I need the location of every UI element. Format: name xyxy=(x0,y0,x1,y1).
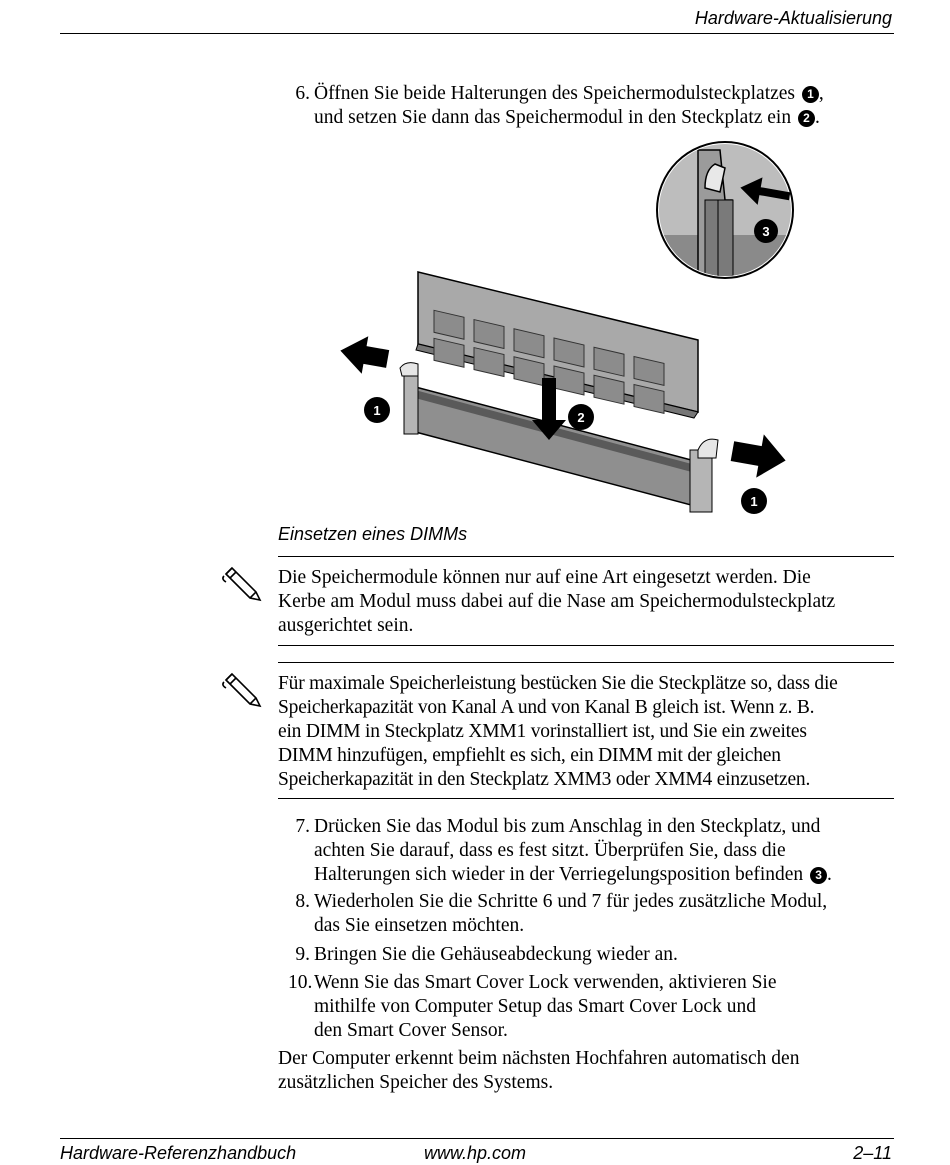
step-line: das Sie einsetzen möchten. xyxy=(314,915,525,936)
step-6-line-2: und setzen Sie dann das Speichermodul in den Steckplatz ein xyxy=(314,107,792,128)
step-10 xyxy=(288,971,908,1043)
step-line: mithilfe von Computer Setup das Smart Cover Lock und xyxy=(314,996,756,1017)
step-6-line-1: Öffnen Sie beide Halterungen des Speichermodulsteckplatzes xyxy=(314,83,796,104)
callout-marker-3: 3 xyxy=(810,867,827,884)
footer-rule xyxy=(60,1138,894,1139)
arrow-right xyxy=(729,429,790,482)
note-1-bottom-rule xyxy=(278,645,894,646)
pencil-note-icon xyxy=(220,566,266,606)
step-8 xyxy=(288,890,908,938)
step-line: den Smart Cover Sensor. xyxy=(314,1020,508,1041)
step-6 xyxy=(288,82,908,130)
note-1-line: ausgerichtet sein. xyxy=(278,615,414,636)
step-line: achten Sie darauf, dass es fest sitzt. Überprüfen Sie, dass die xyxy=(314,840,786,861)
closing-paragraph xyxy=(278,1047,898,1095)
step-8-text xyxy=(314,890,908,938)
note-2-bottom-rule xyxy=(278,798,894,799)
note-2-line: Speicherkapazität in den Steckplatz XMM3 oder XMM4 einzusetzen. xyxy=(278,769,811,790)
note-1-line: Kerbe am Modul muss dabei auf die Nase am Speichermodulsteckplatz xyxy=(278,591,836,612)
step-number: 8. xyxy=(295,891,310,912)
callout-marker-1: 1 xyxy=(802,86,819,103)
step-6-text: Öffnen Sie beide Halterungen des Speichermodulsteckplatzes 1 , und setzen Sie dann das Speichermodul in den Steckplatz ein 2 . xyxy=(314,83,824,128)
step-9-text xyxy=(314,943,908,967)
step-10-text xyxy=(314,971,908,1043)
step-7 xyxy=(288,815,908,887)
step-number: 10. xyxy=(288,972,313,993)
step-line: Drücken Sie das Modul bis zum Anschlag in den Steckplatz, und xyxy=(314,816,821,837)
note-2-line: ein DIMM in Steckplatz XMM1 vorinstalliert ist, und Sie ein zweites xyxy=(278,721,807,742)
footer-page-number: 2–11 xyxy=(853,1143,892,1163)
header-rule xyxy=(60,33,894,34)
note-1-top-rule xyxy=(278,556,894,557)
callout-marker-2: 2 xyxy=(798,110,815,127)
callout-3-label: 3 xyxy=(762,224,770,239)
step-7-text: Drücken Sie das Modul bis zum Anschlag in den Steckplatz, und achten Sie darauf, dass es fest sitzt. Überprüfen Sie, dass die Halterungen sich wieder in der Verriegelungsposition befinden 3 . xyxy=(314,816,832,885)
step-line: Halterungen sich wieder in der Verriegelungsposition befinden xyxy=(314,864,804,885)
closing-line: zusätzlichen Speicher des Systems. xyxy=(278,1072,554,1093)
callout-1-left: 1 xyxy=(373,403,381,418)
step-line: Bringen Sie die Gehäuseabdeckung wieder an. xyxy=(314,944,678,965)
callout-1-right: 1 xyxy=(750,494,758,509)
dimm-module xyxy=(416,272,698,418)
figure-caption: Einsetzen eines DIMMs xyxy=(278,524,468,544)
step-number: 9. xyxy=(295,944,310,965)
note-2-line: Speicherkapazität von Kanal A und von Kanal B gleich ist. Wenn z. B. xyxy=(278,697,815,718)
footer-url[interactable]: www.hp.com xyxy=(424,1143,527,1163)
footer-manual-title: Hardware-Referenzhandbuch xyxy=(60,1143,297,1163)
running-header: Hardware-Aktualisierung xyxy=(694,8,892,28)
dimm-installation-figure xyxy=(320,140,820,525)
pencil-note-icon xyxy=(220,672,266,712)
note-2-text xyxy=(278,672,898,792)
callout-2: 2 xyxy=(577,410,585,425)
step-number: 6. xyxy=(295,83,310,104)
note-1-text xyxy=(278,566,898,638)
step-line: Wenn Sie das Smart Cover Lock verwenden, aktivieren Sie xyxy=(314,972,777,993)
note-2-line: Für maximale Speicherleistung bestücken Sie die Steckplätze so, dass die xyxy=(278,673,838,694)
note-1-line: Die Speichermodule können nur auf eine Art eingesetzt werden. Die xyxy=(278,567,811,588)
latch-detail-inset xyxy=(655,140,795,280)
note-2-top-rule xyxy=(278,662,894,663)
closing-line: Der Computer erkennt beim nächsten Hochfahren automatisch den xyxy=(278,1048,800,1069)
step-9 xyxy=(288,943,908,967)
arrow-left xyxy=(337,332,391,378)
step-line: Wiederholen Sie die Schritte 6 und 7 für jedes zusätzliche Modul, xyxy=(314,891,828,912)
note-2-line: DIMM hinzufügen, empfiehlt es sich, ein DIMM mit der gleichen xyxy=(278,745,781,766)
step-number: 7. xyxy=(295,816,310,837)
